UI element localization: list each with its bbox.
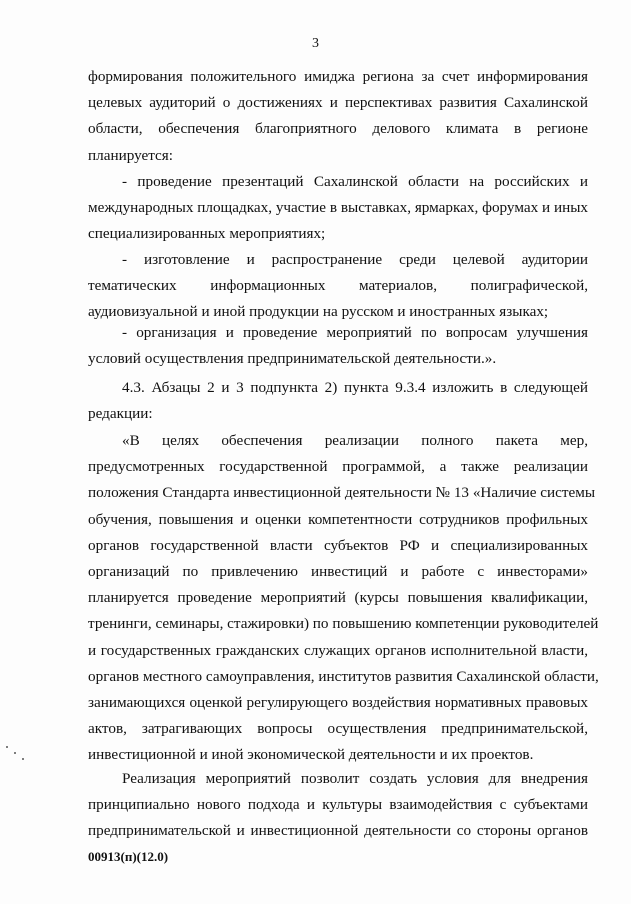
document-code: 00913(п)(12.0) [88, 849, 169, 864]
page-number: 3 [312, 36, 319, 51]
paragraph-materials [88, 247, 588, 326]
text-line: «В целях обеспечения реализации полного пакета мер, [122, 432, 588, 449]
text-line: области, обеспечения благоприятного делового климата в регионе [88, 120, 588, 138]
text-line: тренинги, семинары, стажировки) по повышению компетенции руководителей [88, 615, 599, 633]
paragraph-implementation [88, 766, 588, 845]
scan-speck [22, 758, 24, 760]
text-line: органов местного самоуправления, институтов развития Сахалинской области, [88, 667, 599, 685]
text-line: органов государственной власти субъектов РФ и специализированных [88, 536, 588, 554]
paragraph-presentations [88, 169, 588, 248]
text-line: инвестиционной и иной экономической деятельности и их проектов. [88, 746, 534, 764]
text-line: формирования положительного имиджа региона за счет информирования [88, 68, 588, 85]
text-line: редакции: [88, 405, 153, 423]
text-line: 4.3. Абзацы 2 и 3 подпункта 2) пункта 9.3.4 изложить в следующей [122, 379, 588, 396]
paragraph-amendment-4-3 [88, 375, 588, 427]
text-line: - изготовление и распространение среди целевой аудитории [122, 251, 588, 268]
text-line: положения Стандарта инвестиционной деятельности № 13 «Наличие системы [88, 484, 596, 502]
text-line: международных площадках, участие в выставках, ярмарках, форумах и иных [88, 199, 588, 217]
text-line: планируется: [88, 146, 173, 164]
text-line: целевых аудиторий о достижениях и перспективах развития Сахалинской [88, 94, 588, 112]
paragraph-new-wording [88, 428, 599, 769]
scan-speck [6, 746, 8, 748]
scan-speck [14, 752, 16, 754]
text-line: тематических информационных материалов, полиграфической, [88, 277, 588, 295]
text-line: планируется проведение мероприятий (курсы повышения квалификации, [88, 589, 588, 607]
text-line: - проведение презентаций Сахалинской области на российских и [122, 173, 588, 190]
text-line: обучения, повышения и оценки компетентности сотрудников профильных [88, 510, 588, 528]
paragraph-events [88, 320, 588, 372]
paragraph-image-strategy [88, 64, 588, 169]
text-line: условий осуществления предпринимательской деятельности.». [88, 350, 497, 368]
text-line: принципиально нового подхода и культуры взаимодействия с субъектами [88, 796, 588, 814]
text-line: Реализация мероприятий позволит создать условия для внедрения [122, 770, 588, 787]
text-line: организаций по привлечению инвестиций и работе с инвесторами» [88, 563, 588, 581]
text-line: и государственных гражданских служащих органов исполнительной власти, [88, 641, 588, 659]
text-line: занимающихся оценкой регулирующего воздействия нормативных правовых [88, 694, 588, 712]
text-line: актов, затрагивающих вопросы осуществления предпринимательской, [88, 720, 588, 738]
text-line: специализированных мероприятиях; [88, 225, 326, 243]
text-line: предусмотренных государственной программой, а также реализации [88, 458, 588, 476]
text-line: предпринимательской и инвестиционной деятельности со стороны органов [88, 822, 588, 840]
text-line: аудиовизуальной и иной продукции на русском и иностранных языках; [88, 303, 549, 321]
text-line: - организация и проведение мероприятий по вопросам улучшения [122, 324, 588, 341]
